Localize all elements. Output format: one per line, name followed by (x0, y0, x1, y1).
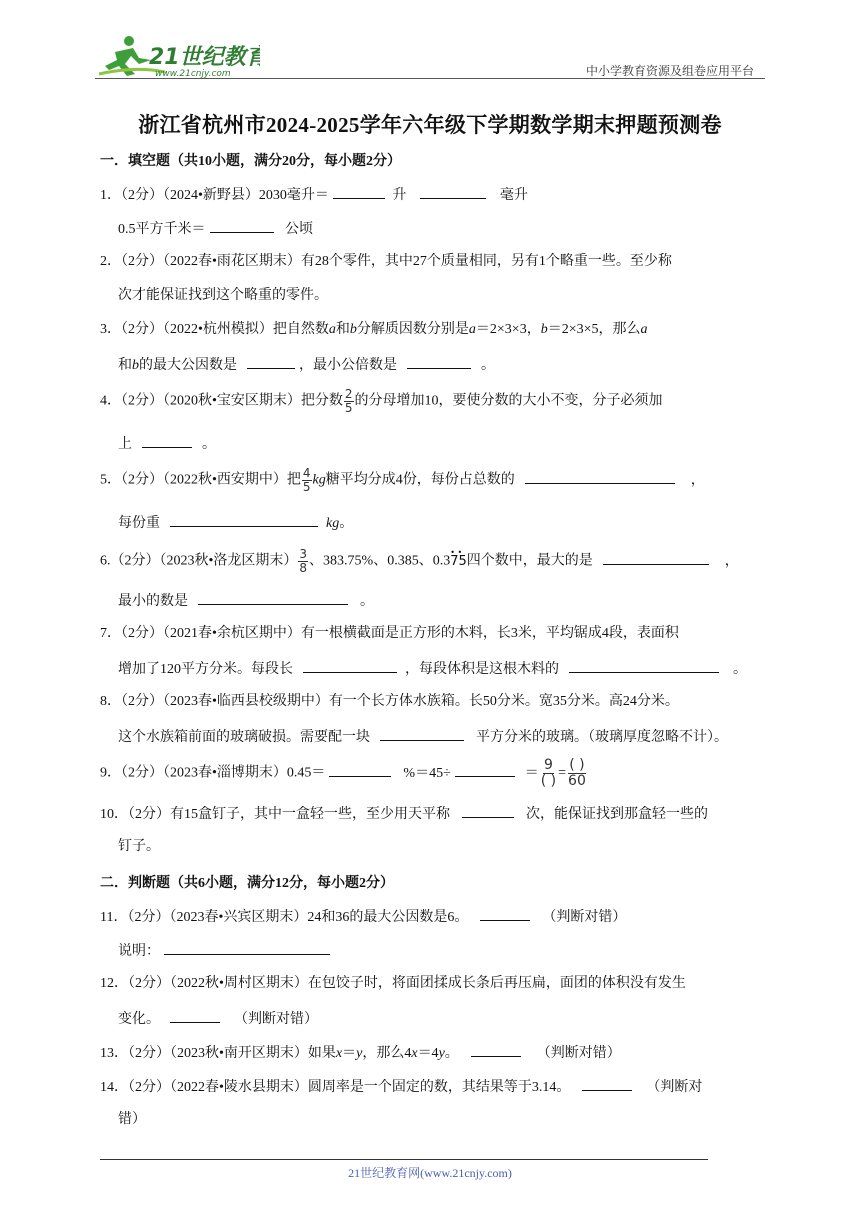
site-logo (95, 30, 260, 85)
header-divider (95, 78, 765, 79)
section-heading-true-false: 二．判断题（共6小题，满分12分，每小题2分） (100, 876, 394, 891)
explanation-blank[interactable] (164, 940, 330, 955)
question-12-line-2: 变化。 （判断对错） (118, 1008, 318, 1030)
answer-blank[interactable] (142, 433, 192, 448)
question-11-line-2: 说明： (118, 940, 334, 962)
question-6-line-2: 最小的数是 。 (118, 590, 374, 612)
fraction-blank-60: $\frac{( )}{60}$ (568, 757, 586, 789)
question-2: 2．（2分）（2022春•雨花区期末）有28个零件，其中27个质量相同，另有1个略重一些。至少称 (100, 254, 672, 269)
answer-blank[interactable] (198, 590, 348, 605)
question-1: 1．（2分）（2024•新野县）2030毫升＝ 升 毫升 (100, 184, 528, 206)
question-5-line-2: 每份重 kg。 (118, 512, 353, 534)
answer-blank[interactable] (420, 184, 486, 199)
logo-url: www.21cnjy.com (155, 69, 231, 79)
answer-blank[interactable] (407, 354, 471, 369)
question-4-line-2: 上 。 (118, 433, 216, 455)
question-5: 5．（2分）（2022秋•西安期中）把 $\frac{4}{5}$ kg糖平均分成4份，每份占总数的 ， (100, 466, 705, 494)
answer-blank[interactable] (569, 658, 719, 673)
answer-blank[interactable] (303, 658, 397, 673)
question-10-line-2: 钉子。 (118, 839, 160, 854)
answer-blank[interactable] (462, 803, 514, 818)
question-9: 9．（2分）（2023春•淄博期末）0.45＝ %＝45÷ ＝ $\frac{9}{( )}$ = $\frac{( )}{60}$ (100, 757, 586, 789)
answer-blank[interactable] (333, 184, 385, 199)
fraction-3-8: $\frac{3}{8}$ (299, 547, 308, 575)
repeating-decimal: • • 75 (450, 554, 467, 569)
footer-link[interactable]: 21世纪教育网(www.21cnjy.com) (348, 1166, 512, 1180)
answer-blank[interactable] (170, 512, 318, 527)
question-2-line-2: 次才能保证找到这个略重的零件。 (118, 288, 328, 303)
question-3: 3．（2分）（2022•杭州模拟）把自然数a和b分解质因数分别是a＝2×3×3，b＝2×3×5，那么a (100, 322, 648, 337)
question-8-line-2: 这个水族箱前面的玻璃破损。需要配一块 平方分米的玻璃。（玻璃厚度忽略不计）。 (118, 726, 728, 748)
answer-blank[interactable] (471, 1042, 521, 1057)
question-3-line-2: 和b的最大公因数是 ，最小公倍数是 。 (118, 354, 495, 376)
page-title: 浙江省杭州市2024-2025学年六年级下学期数学期末押题预测卷 (138, 113, 722, 137)
question-13: 13．（2分）（2023秋•南开区期末）如果x＝y，那么4x＝4y。 （判断对错） (100, 1042, 621, 1064)
question-1-line-2: 0.5平方千米＝ 公顷 (118, 218, 313, 240)
header-platform: 中小学教育资源及组卷应用平台 (585, 64, 754, 78)
question-12: 12．（2分）（2022秋•周村区期末）在包饺子时，将面团揉成长条后再压扁，面团的体积没有发生 (100, 976, 686, 991)
logo-text: 21世纪教育 (149, 45, 260, 70)
fraction-9-blank: $\frac{9}{( )}$ (540, 757, 557, 789)
fraction-2-5: $\frac{2}{5}$ (344, 387, 353, 415)
footer-divider (100, 1159, 708, 1160)
question-14-line-2: 错） (118, 1112, 146, 1127)
question-11: 11．（2分）（2023春•兴宾区期末）24和36的最大公因数是6。 （判断对错） (100, 906, 626, 928)
answer-blank[interactable] (380, 726, 464, 741)
question-7-line-2: 增加了120平方分米。每段长 ，每段体积是这根木料的 。 (118, 658, 747, 680)
answer-blank[interactable] (455, 762, 515, 777)
fraction-4-5: $\frac{4}{5}$ (302, 466, 311, 494)
answer-blank[interactable] (582, 1076, 632, 1091)
answer-blank[interactable] (329, 762, 391, 777)
question-6: 6.（2分）（2023秋•洛龙区期末） $\frac{3}{8}$ 、383.75%、0.385、0.3• • 75四个数中，最大的是 ， (100, 548, 739, 575)
question-14: 14．（2分）（2022春•陵水县期末）圆周率是一个固定的数，其结果等于3.14。 （判断对 (100, 1076, 702, 1098)
answer-blank[interactable] (603, 550, 709, 565)
question-8: 8．（2分）（2023春•临西县校级期中）有一个长方体水族箱。长50分米。宽35分米。高24分米。 (100, 694, 679, 709)
answer-blank[interactable] (170, 1008, 220, 1023)
answer-blank[interactable] (480, 906, 530, 921)
answer-blank[interactable] (525, 469, 675, 484)
answer-blank[interactable] (247, 354, 295, 369)
answer-blank[interactable] (210, 218, 274, 233)
question-10: 10．（2分）有15盒钉子，其中一盒轻一些，至少用天平称 次，能保证找到那盒轻一些的 (100, 803, 708, 825)
question-7: 7．（2分）（2021春•余杭区期中）有一根横截面是正方形的木料，长3米，平均锯成4段，表面积 (100, 626, 679, 641)
section-heading-fill-in: 一．填空题（共10小题，满分20分，每小题2分） (100, 154, 401, 169)
question-4: 4．（2分）（2020秋•宝安区期末）把分数 $\frac{2}{5}$ 的分母增加10，要使分数的大小不变，分子必须加 (100, 387, 663, 415)
